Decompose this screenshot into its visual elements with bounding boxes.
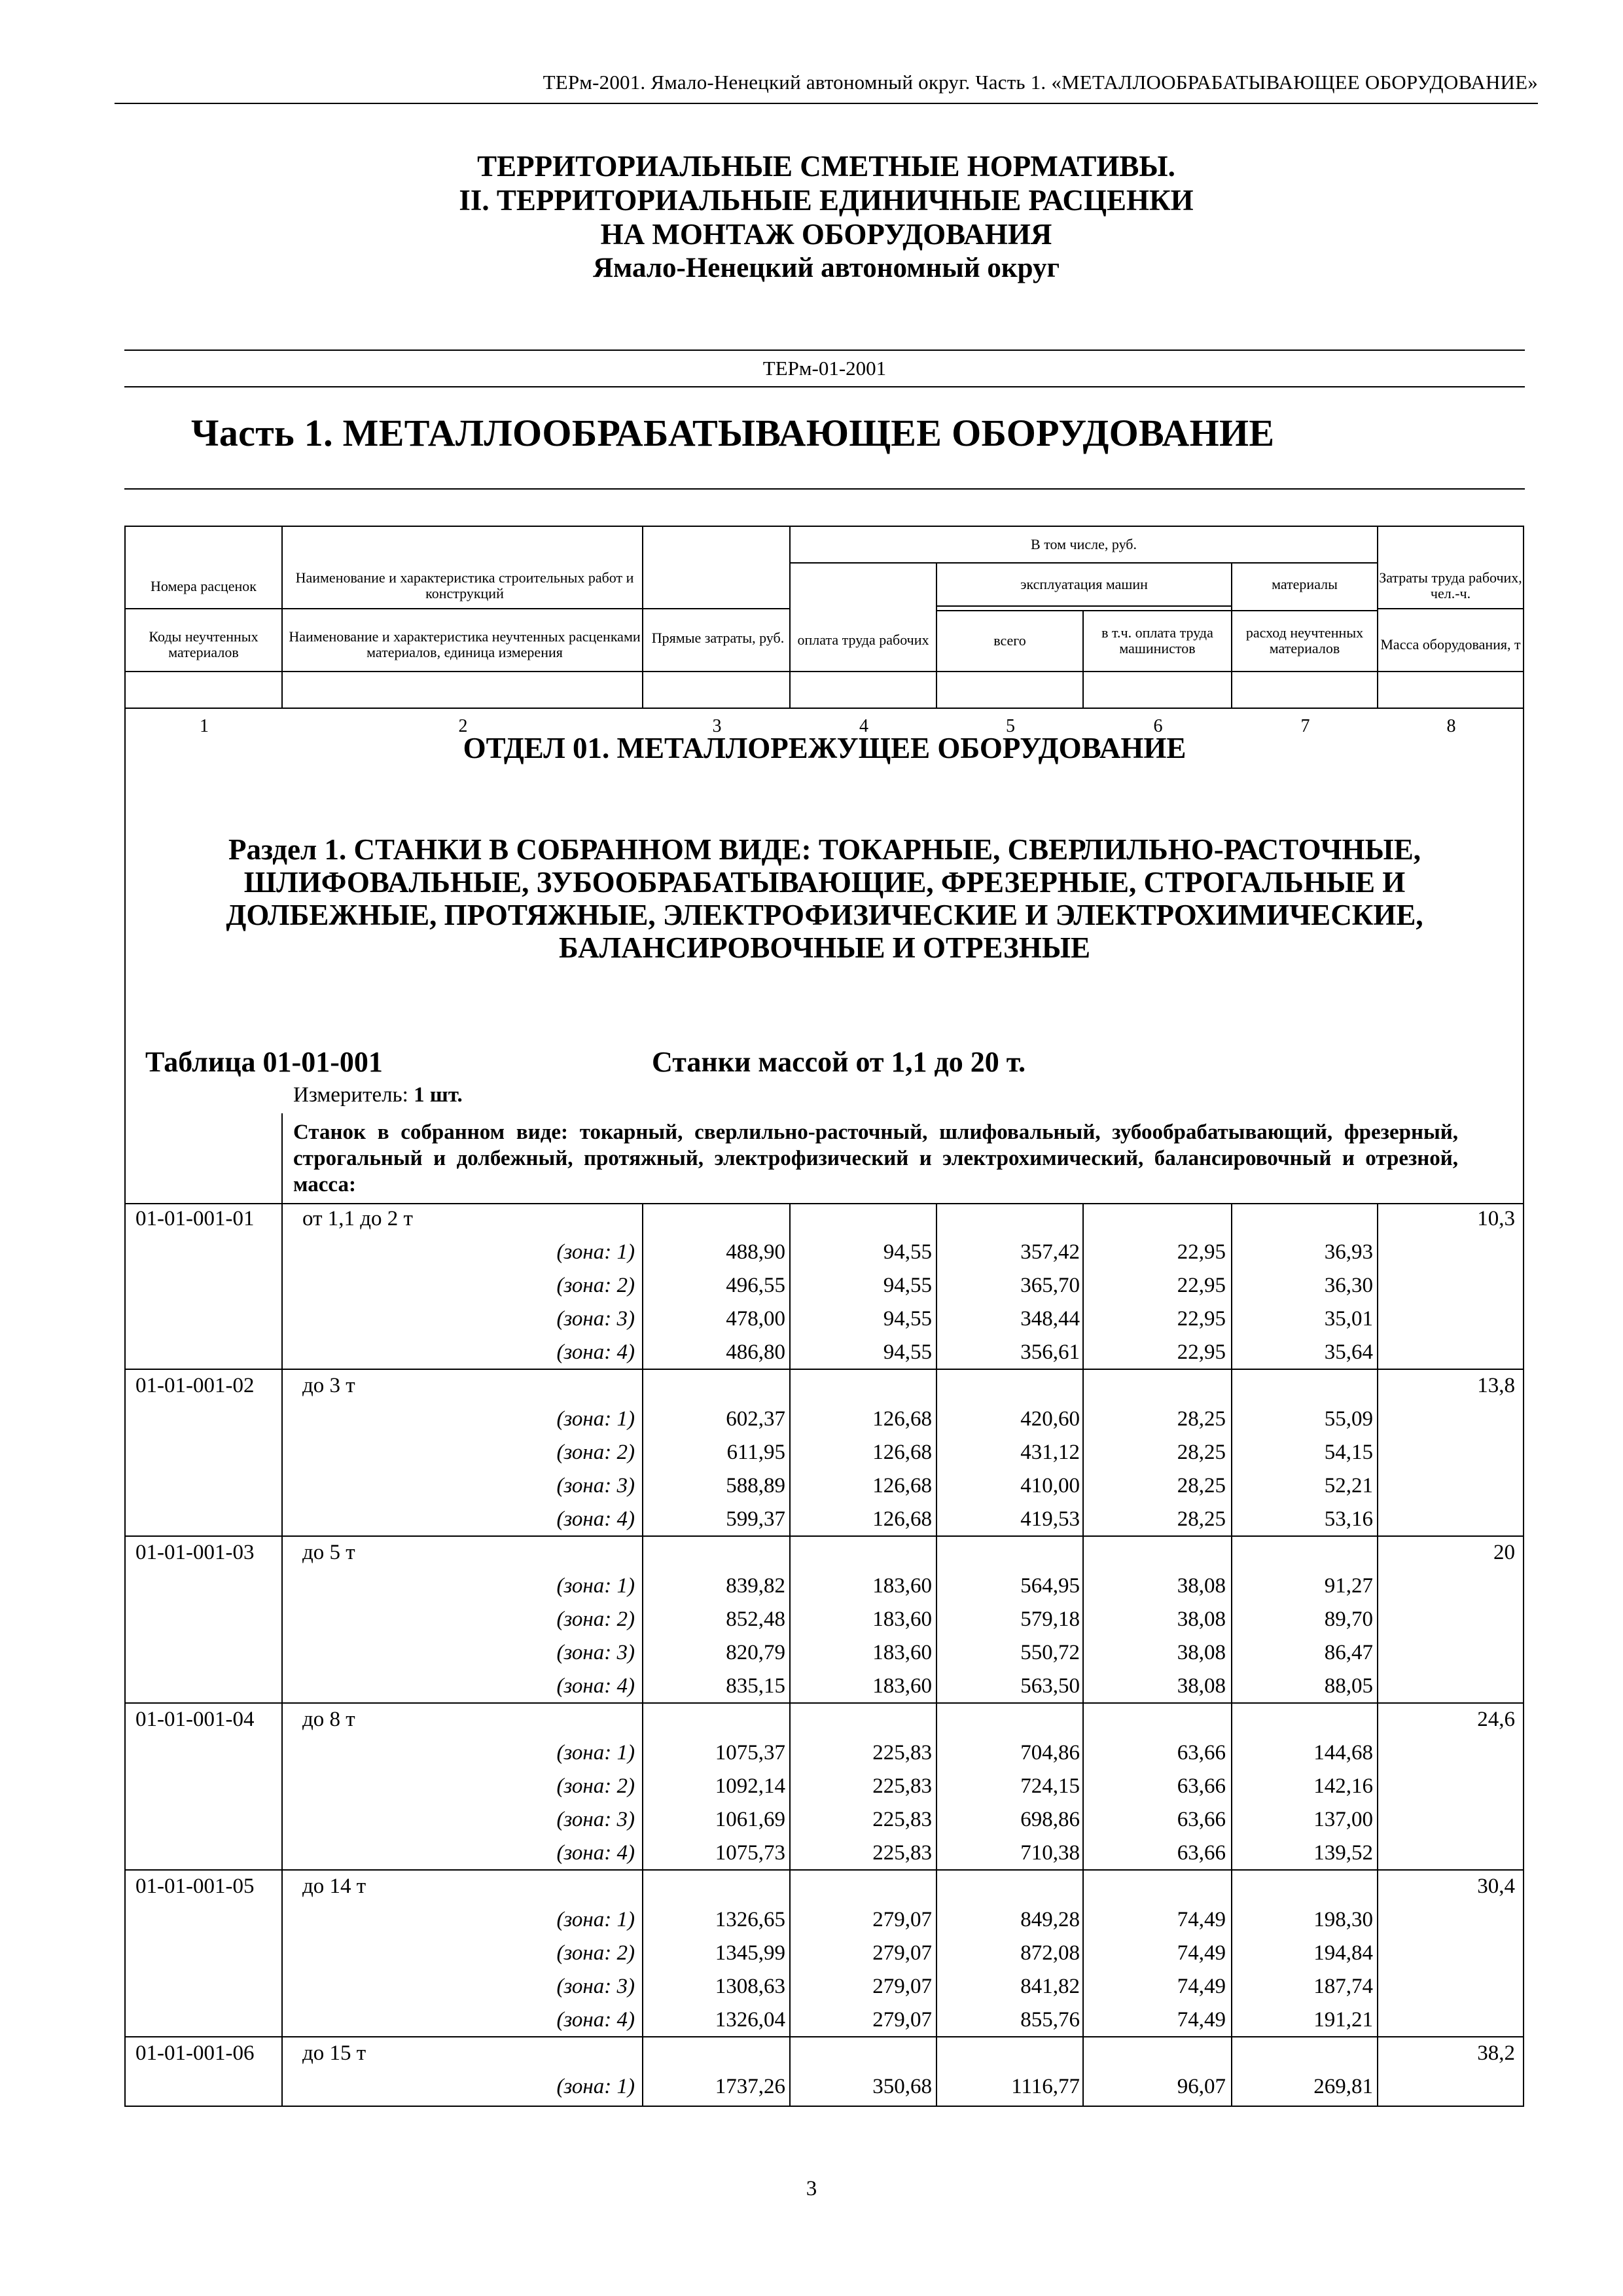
zone-label: (зона: 3) <box>556 1474 635 1498</box>
column-number: 4 <box>859 716 868 736</box>
zone-label: (зона: 1) <box>556 1240 635 1264</box>
rate-code: 01-01-001-06 <box>135 2041 255 2065</box>
zone-direct: 588,89 <box>726 1474 785 1498</box>
rate-labor-costs: 13,8 <box>1477 1374 1515 1397</box>
zone-machines: 849,28 <box>1020 1908 1080 1931</box>
zone-materials: 191,21 <box>1313 2008 1373 2032</box>
zone-wages: 183,60 <box>872 1641 932 1664</box>
zone-label: (зона: 4) <box>556 1674 635 1698</box>
zone-materials: 54,15 <box>1324 1441 1373 1464</box>
zone-direct: 1345,99 <box>715 1941 785 1965</box>
zone-operators: 38,08 <box>1177 1674 1226 1698</box>
zone-wages: 126,68 <box>872 1407 932 1431</box>
zone-materials: 35,64 <box>1324 1340 1373 1364</box>
zone-direct: 1092,14 <box>715 1774 785 1798</box>
zone-materials: 36,30 <box>1324 1274 1373 1297</box>
zone-direct: 1075,37 <box>715 1741 785 1765</box>
zone-materials: 52,21 <box>1324 1474 1373 1498</box>
zone-machines: 855,76 <box>1020 2008 1080 2032</box>
table-label: Таблица 01-01-001 <box>145 1046 383 1078</box>
section-line-3: ДОЛБЕЖНЫЕ, ПРОТЯЖНЫЕ, ЭЛЕКТРОФИЗИЧЕСКИЕ И ЭЛЕКТРОХИМИЧЕСКИЕ, <box>226 899 1423 931</box>
zone-materials: 194,84 <box>1313 1941 1373 1965</box>
zone-machines: 563,50 <box>1020 1674 1080 1698</box>
zone-machines: 357,42 <box>1020 1240 1080 1264</box>
rate-code: 01-01-001-04 <box>135 1708 255 1731</box>
zone-operators: 63,66 <box>1177 1741 1226 1765</box>
zone-machines: 698,86 <box>1020 1808 1080 1831</box>
section-line-4: БАЛАНСИРОВОЧНЫЕ И ОТРЕЗНЫЕ <box>558 931 1091 964</box>
zone-direct: 1326,65 <box>715 1908 785 1931</box>
zone-direct: 611,95 <box>726 1441 785 1464</box>
zone-machines: 710,38 <box>1020 1841 1080 1865</box>
zone-machines: 419,53 <box>1020 1507 1080 1531</box>
zone-materials: 86,47 <box>1324 1641 1373 1664</box>
zone-direct: 1326,04 <box>715 2008 785 2032</box>
zone-direct: 478,00 <box>726 1307 785 1331</box>
rate-code: 01-01-001-03 <box>135 1541 255 1564</box>
zone-machines: 872,08 <box>1020 1941 1080 1965</box>
header-operators-wages: в т.ч. оплата труда машинистов <box>1101 624 1213 656</box>
column-number: 5 <box>1006 716 1015 736</box>
zone-operators: 38,08 <box>1177 1641 1226 1664</box>
meter-value: 1 шт. <box>414 1083 463 1107</box>
page-number: 3 <box>806 2177 817 2200</box>
zone-wages: 279,07 <box>872 1941 932 1965</box>
zone-wages: 225,83 <box>872 1841 932 1865</box>
part-title: Часть 1. МЕТАЛЛООБРАБАТЫВАЮЩЕЕ ОБОРУДОВАНИЕ <box>191 412 1275 454</box>
rate-name: до 8 т <box>302 1708 355 1731</box>
zone-wages: 94,55 <box>883 1307 932 1331</box>
rate-code: 01-01-001-02 <box>135 1374 255 1397</box>
header-material-codes: Коды неучтенных материалов <box>149 628 259 660</box>
rate-code: 01-01-001-05 <box>135 1874 255 1898</box>
zone-operators: 28,25 <box>1177 1441 1226 1464</box>
zone-direct: 486,80 <box>726 1340 785 1364</box>
zone-label: (зона: 4) <box>556 1507 635 1531</box>
running-header: ТЕРм-2001. Ямало-Ненецкий автономный округ. Часть 1. «МЕТАЛЛООБРАБАТЫВАЮЩЕЕ ОБОРУДОВАНИЕ» <box>543 71 1538 94</box>
header-machine-operation: эксплуатация машин <box>1020 576 1148 592</box>
header-unaccounted-materials: расход неучтенных материалов <box>1245 624 1364 656</box>
zone-machines: 365,70 <box>1020 1274 1080 1297</box>
zone-direct: 496,55 <box>726 1274 785 1297</box>
zone-direct: 1075,73 <box>715 1841 785 1865</box>
column-number: 7 <box>1300 716 1310 736</box>
zone-materials: 55,09 <box>1324 1407 1373 1431</box>
zone-operators: 22,95 <box>1177 1307 1226 1331</box>
zone-operators: 63,66 <box>1177 1841 1226 1865</box>
zone-direct: 602,37 <box>726 1407 785 1431</box>
zone-wages: 183,60 <box>872 1574 932 1598</box>
header-equipment-mass: Масса оборудования, т <box>1380 636 1521 653</box>
rate-name: до 14 т <box>302 1874 366 1898</box>
zone-materials: 91,27 <box>1324 1574 1373 1598</box>
title-line-2: II. ТЕРРИТОРИАЛЬНЫЕ ЕДИНИЧНЫЕ РАСЦЕНКИ <box>459 184 1194 217</box>
zone-materials: 89,70 <box>1324 1607 1373 1631</box>
zone-label: (зона: 2) <box>556 1441 635 1464</box>
zone-direct: 820,79 <box>726 1641 785 1664</box>
zone-materials: 36,93 <box>1324 1240 1373 1264</box>
title-line-4: Ямало-Ненецкий автономный округ <box>592 253 1060 283</box>
zone-operators: 38,08 <box>1177 1574 1226 1598</box>
zone-label: (зона: 2) <box>556 1941 635 1965</box>
zone-operators: 22,95 <box>1177 1240 1226 1264</box>
part-rule <box>124 488 1525 490</box>
zone-wages: 94,55 <box>883 1240 932 1264</box>
zone-machines: 724,15 <box>1020 1774 1080 1798</box>
zone-wages: 279,07 <box>872 2008 932 2032</box>
column-number: 1 <box>200 716 209 736</box>
zone-direct: 1737,26 <box>715 2075 785 2098</box>
zone-label: (зона: 1) <box>556 2075 635 2098</box>
zone-operators: 74,49 <box>1177 1908 1226 1931</box>
zone-machines: 579,18 <box>1020 1607 1080 1631</box>
zone-wages: 225,83 <box>872 1741 932 1765</box>
header-workers-wages: оплата труда рабочих <box>797 631 929 648</box>
zone-materials: 144,68 <box>1313 1741 1373 1765</box>
zone-wages: 183,60 <box>872 1674 932 1698</box>
zone-wages: 225,83 <box>872 1774 932 1798</box>
zone-label: (зона: 4) <box>556 2008 635 2032</box>
zone-wages: 94,55 <box>883 1340 932 1364</box>
header-direct-costs: Прямые затраты, руб. <box>651 630 785 646</box>
zone-materials: 35,01 <box>1324 1307 1373 1331</box>
zone-operators: 28,25 <box>1177 1407 1226 1431</box>
zone-direct: 839,82 <box>726 1574 785 1598</box>
zone-operators: 74,49 <box>1177 1975 1226 1998</box>
header-machines-total: всего <box>993 632 1026 649</box>
section-heading <box>126 833 1524 964</box>
document-code: ТЕРм-01-2001 <box>124 350 1525 387</box>
zone-wages: 279,07 <box>872 1908 932 1931</box>
zone-label: (зона: 3) <box>556 1641 635 1664</box>
rate-name: до 3 т <box>302 1374 355 1397</box>
rate-name: до 15 т <box>302 2041 366 2065</box>
rate-name: от 1,1 до 2 т <box>302 1207 413 1230</box>
header-materials: материалы <box>1272 576 1338 592</box>
zone-machines: 841,82 <box>1020 1975 1080 1998</box>
zone-label: (зона: 2) <box>556 1274 635 1297</box>
zone-operators: 63,66 <box>1177 1774 1226 1798</box>
section-line-1: Раздел 1. СТАНКИ В СОБРАННОМ ВИДЕ: ТОКАРНЫЕ, СВЕРЛИЛЬНО-РАСТОЧНЫЕ, <box>228 833 1421 866</box>
header-work-name: Наименование и характеристика строительных работ и конструкций <box>295 569 634 601</box>
zone-label: (зона: 4) <box>556 1340 635 1364</box>
zone-wages: 350,68 <box>872 2075 932 2098</box>
zone-machines: 410,00 <box>1020 1474 1080 1498</box>
column-number: 3 <box>712 716 722 736</box>
zone-operators: 28,25 <box>1177 1474 1226 1498</box>
header-rate-numbers: Номера расценок <box>151 578 257 594</box>
zone-machines: 356,61 <box>1020 1340 1080 1364</box>
zone-label: (зона: 1) <box>556 1908 635 1931</box>
zone-label: (зона: 4) <box>556 1841 635 1865</box>
department-heading: ОТДЕЛ 01. МЕТАЛЛОРЕЖУЩЕЕ ОБОРУДОВАНИЕ <box>463 732 1186 764</box>
zone-materials: 137,00 <box>1313 1808 1373 1831</box>
rate-labor-costs: 38,2 <box>1477 2041 1515 2065</box>
zone-direct: 488,90 <box>726 1240 785 1264</box>
rate-code: 01-01-001-01 <box>135 1207 255 1230</box>
zone-label: (зона: 1) <box>556 1741 635 1765</box>
zone-wages: 225,83 <box>872 1808 932 1831</box>
rate-labor-costs: 10,3 <box>1477 1207 1515 1230</box>
zone-materials: 53,16 <box>1324 1507 1373 1531</box>
zone-direct: 835,15 <box>726 1674 785 1698</box>
table-description: Станок в собранном виде: токарный, сверлильно-расточный, шлифовальный, зубообрабатывающий, фрезерный, строгальный и долбежный, протяжный, электрофизический и электрохимический, балансировочный и отрезной, масса: <box>293 1121 1458 1196</box>
zone-operators: 63,66 <box>1177 1808 1226 1831</box>
header-labor-costs: Затраты труда рабочих, чел.-ч. <box>1379 569 1522 601</box>
zone-operators: 74,49 <box>1177 1941 1226 1965</box>
zone-materials: 139,52 <box>1313 1841 1373 1865</box>
zone-operators: 22,95 <box>1177 1274 1226 1297</box>
zone-label: (зона: 3) <box>556 1975 635 1998</box>
zone-label: (зона: 3) <box>556 1307 635 1331</box>
zone-machines: 431,12 <box>1020 1441 1080 1464</box>
zone-wages: 94,55 <box>883 1274 932 1297</box>
zone-direct: 1308,63 <box>715 1975 785 1998</box>
rate-name: до 5 т <box>302 1541 355 1564</box>
zone-machines: 704,86 <box>1020 1741 1080 1765</box>
zone-label: (зона: 2) <box>556 1607 635 1631</box>
title-line-1: ТЕРРИТОРИАЛЬНЫЕ СМЕТНЫЕ НОРМАТИВЫ. <box>477 150 1175 183</box>
zone-operators: 22,95 <box>1177 1340 1226 1364</box>
zone-direct: 1061,69 <box>715 1808 785 1831</box>
zone-machines: 348,44 <box>1020 1307 1080 1331</box>
zone-operators: 74,49 <box>1177 2008 1226 2032</box>
header-material-name: Наименование и характеристика неучтенных расценками материалов, единица измерения <box>289 628 641 660</box>
zone-operators: 28,25 <box>1177 1507 1226 1531</box>
zone-operators: 38,08 <box>1177 1607 1226 1631</box>
zone-wages: 126,68 <box>872 1441 932 1464</box>
table-name: Станки массой от 1,1 до 20 т. <box>652 1046 1026 1078</box>
zone-wages: 126,68 <box>872 1474 932 1498</box>
meter-label: Измеритель: <box>293 1083 408 1107</box>
column-number: 6 <box>1153 716 1163 736</box>
meter <box>293 1083 463 1107</box>
zone-operators: 96,07 <box>1177 2075 1226 2098</box>
zone-materials: 142,16 <box>1313 1774 1373 1798</box>
zone-label: (зона: 2) <box>556 1774 635 1798</box>
header-including: В том числе, руб. <box>1031 536 1137 552</box>
zone-direct: 852,48 <box>726 1607 785 1631</box>
zone-materials: 198,30 <box>1313 1908 1373 1931</box>
title-line-3: НА МОНТАЖ ОБОРУДОВАНИЯ <box>600 218 1052 251</box>
header-rule <box>115 103 1538 104</box>
zone-machines: 420,60 <box>1020 1407 1080 1431</box>
zone-machines: 1116,77 <box>1011 2075 1080 2098</box>
column-number: 8 <box>1446 716 1456 736</box>
rate-labor-costs: 24,6 <box>1477 1708 1515 1731</box>
zone-wages: 183,60 <box>872 1607 932 1631</box>
zone-materials: 187,74 <box>1313 1975 1373 1998</box>
zone-materials: 88,05 <box>1324 1674 1373 1698</box>
zone-machines: 550,72 <box>1020 1641 1080 1664</box>
zone-direct: 599,37 <box>726 1507 785 1531</box>
zone-machines: 564,95 <box>1020 1574 1080 1598</box>
zone-materials: 269,81 <box>1313 2075 1373 2098</box>
zone-wages: 279,07 <box>872 1975 932 1998</box>
zone-label: (зона: 3) <box>556 1808 635 1831</box>
document-title <box>115 149 1538 285</box>
zone-wages: 126,68 <box>872 1507 932 1531</box>
section-line-2: ШЛИФОВАЛЬНЫЕ, ЗУБООБРАБАТЫВАЮЩИЕ, ФРЕЗЕРНЫЕ, СТРОГАЛЬНЫЕ И <box>243 866 1406 899</box>
rate-labor-costs: 30,4 <box>1477 1874 1515 1898</box>
zone-label: (зона: 1) <box>556 1407 635 1431</box>
zone-label: (зона: 1) <box>556 1574 635 1598</box>
column-number: 2 <box>458 716 468 736</box>
rate-labor-costs: 20 <box>1493 1541 1515 1564</box>
